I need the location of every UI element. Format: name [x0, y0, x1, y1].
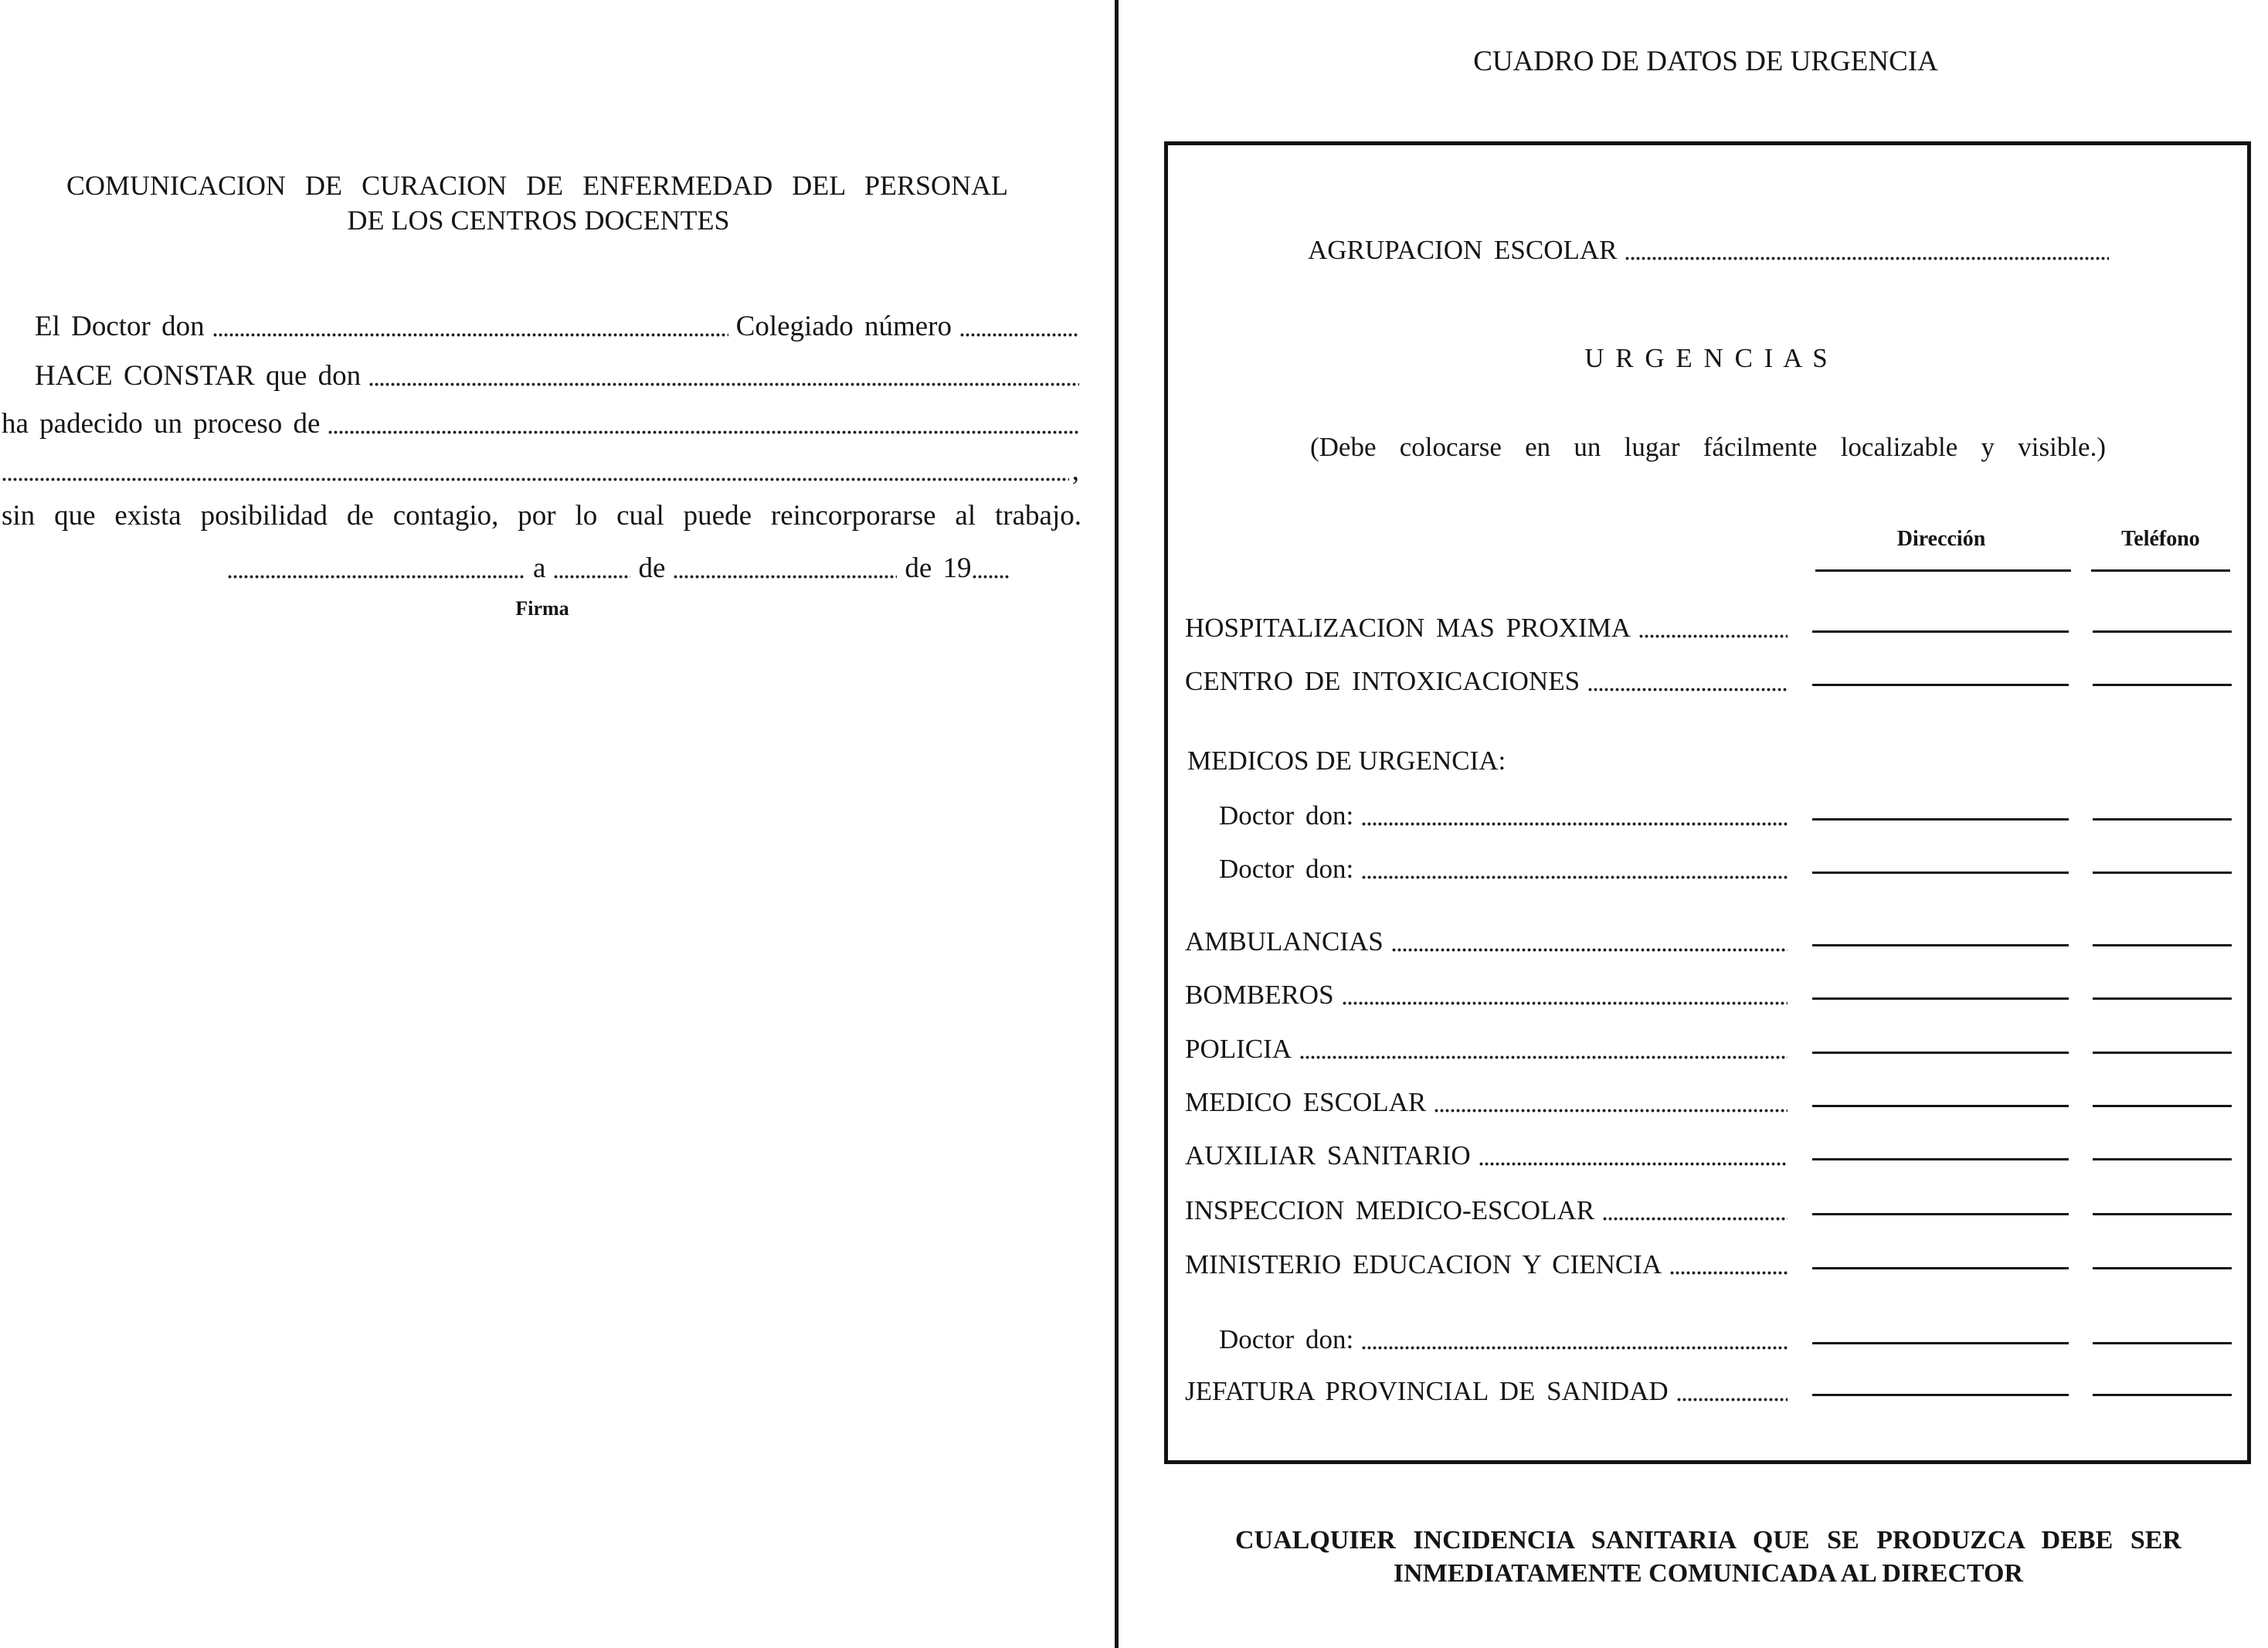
row-label: MINISTERIO EDUCACION Y CIENCIA	[1185, 1249, 1662, 1279]
no-contagion-statement: sin que exista posibilidad de contagio, por lo cual puede reincorporarse al trabajo.	[2, 500, 1081, 532]
medicos-urgencia-heading: MEDICOS DE URGENCIA:	[1187, 746, 1506, 776]
row-label: Doctor don:	[1219, 1324, 1354, 1354]
cure-communication-title-line1: COMUNICACION DE CURACION DE ENFERMEDAD DEL PERSONAL	[66, 170, 1008, 201]
placement-instruction: (Debe colocarse en un lugar fácilmente localizable y visible.)	[1310, 432, 2106, 462]
direccion-blank-line	[1812, 872, 2069, 874]
agrupacion-label: AGRUPACION ESCOLAR	[1308, 235, 1618, 265]
date-a-label: a	[533, 552, 546, 584]
telefono-blank-line	[2093, 818, 2232, 821]
telefono-blank-line	[2093, 1342, 2232, 1344]
row-label-area	[1185, 980, 1788, 1011]
direccion-blank-line	[1812, 684, 2069, 686]
telefono-blank-line	[2093, 944, 2232, 946]
dot-leader	[1479, 1140, 1788, 1171]
agrupacion-blank	[1625, 235, 2109, 266]
row-doctor-3	[1185, 1324, 2232, 1355]
row-bomberos	[1185, 980, 2232, 1011]
day-blank	[553, 552, 630, 586]
row-ministerio-educacion	[1185, 1249, 2232, 1280]
dot-leader	[1638, 613, 1788, 644]
telefono-blank-line	[2093, 1267, 2232, 1269]
page-divider	[1115, 0, 1119, 1648]
dot-leader	[1669, 1249, 1788, 1280]
row-label-area	[1185, 1195, 1788, 1226]
row-label-area	[1185, 666, 1788, 697]
hace-constar-label: HACE CONSTAR que don	[35, 360, 362, 392]
telefono-blank-line	[2093, 1052, 2232, 1054]
illness-blank	[328, 407, 1079, 441]
proceso-line	[2, 407, 1079, 441]
proceso-continuation-line	[2, 454, 1079, 488]
row-inspeccion-medico-escolar	[1185, 1195, 2232, 1226]
direccion-blank-line	[1812, 1394, 2069, 1396]
cure-communication-title-line2: DE LOS CENTROS DOCENTES	[347, 205, 730, 236]
row-label-area	[1185, 1087, 1788, 1118]
row-label: JEFATURA PROVINCIAL DE SANIDAD	[1185, 1376, 1669, 1406]
dot-leader	[1587, 666, 1788, 697]
dot-leader	[1361, 1324, 1788, 1355]
date-line	[227, 552, 1046, 586]
row-jefatura-sanidad	[1185, 1376, 2232, 1407]
telefono-blank-line	[2093, 997, 2232, 1000]
direccion-blank-line	[1812, 818, 2069, 821]
colegiado-label: Colegiado número	[735, 311, 952, 342]
date-de-year-label: de 19	[905, 552, 972, 584]
doctor-label: El Doctor don	[35, 311, 205, 342]
row-label: CENTRO DE INTOXICACIONES	[1185, 666, 1580, 696]
telefono-blank-line	[2093, 1213, 2232, 1215]
dot-leader	[1676, 1376, 1788, 1407]
signature-label: Firma	[515, 597, 569, 620]
footer-notice-line1: CUALQUIER INCIDENCIA SANITARIA QUE SE PRODUZCA DEBE SER	[1235, 1526, 2181, 1555]
row-label-area	[1185, 1324, 1788, 1355]
direccion-blank-line	[1812, 630, 2069, 633]
dot-leader	[1391, 926, 1788, 957]
doctor-line	[35, 310, 1079, 344]
direccion-blank-line	[1812, 1158, 2069, 1160]
row-label: MEDICO ESCOLAR	[1185, 1087, 1427, 1117]
date-de-month-label: de	[638, 552, 666, 584]
row-centro-intoxicaciones	[1185, 666, 2232, 697]
doctor-name-blank	[212, 310, 728, 344]
row-ambulancias	[1185, 926, 2232, 957]
direccion-column-header: Dirección	[1896, 527, 1986, 551]
telefono-blank-line	[2093, 630, 2232, 633]
continuation-comma: ,	[1071, 455, 1079, 487]
dot-leader	[1361, 800, 1788, 831]
row-hospitalizacion	[1185, 613, 2232, 644]
direccion-header-underline	[1815, 569, 2071, 572]
row-label-area	[1185, 800, 1788, 831]
row-label-area	[1185, 613, 1788, 644]
colegiado-number-blank	[959, 310, 1079, 344]
row-label: INSPECCION MEDICO-ESCOLAR	[1185, 1195, 1595, 1225]
direccion-blank-line	[1812, 997, 2069, 1000]
year-blank	[972, 552, 1010, 586]
row-label-area	[1185, 1140, 1788, 1171]
place-blank	[227, 552, 525, 586]
telefono-blank-line	[2093, 1105, 2232, 1107]
row-label-area	[1185, 1249, 1788, 1280]
telefono-blank-line	[2093, 684, 2232, 686]
row-label-area	[1185, 1376, 1788, 1407]
direccion-blank-line	[1812, 1052, 2069, 1054]
direccion-blank-line	[1812, 1213, 2069, 1215]
dot-leader	[1602, 1195, 1788, 1226]
row-label: AMBULANCIAS	[1185, 926, 1384, 957]
direccion-blank-line	[1812, 944, 2069, 946]
dot-leader	[1299, 1034, 1788, 1065]
row-policia	[1185, 1034, 2232, 1065]
dot-leader	[1342, 980, 1788, 1011]
row-label: BOMBEROS	[1185, 980, 1334, 1010]
row-label-area	[1185, 854, 1788, 885]
row-medico-escolar	[1185, 1087, 2232, 1118]
direccion-blank-line	[1812, 1342, 2069, 1344]
row-label: AUXILIAR SANITARIO	[1185, 1140, 1471, 1171]
patient-name-blank	[368, 359, 1079, 393]
direccion-blank-line	[1812, 1105, 2069, 1107]
row-auxiliar-sanitario	[1185, 1140, 2232, 1171]
telefono-column-header: Teléfono	[2121, 527, 2200, 551]
month-blank	[673, 552, 897, 586]
telefono-blank-line	[2093, 872, 2232, 874]
row-label-area	[1185, 926, 1788, 957]
row-doctor-1	[1185, 800, 2232, 831]
telefono-blank-line	[2093, 1158, 2232, 1160]
agrupacion-line	[1308, 235, 2109, 266]
hace-constar-line	[35, 359, 1079, 393]
row-label: HOSPITALIZACION MAS PROXIMA	[1185, 613, 1631, 643]
row-doctor-2	[1185, 854, 2232, 885]
urgencias-heading: U R G E N C I A S	[1584, 343, 1830, 373]
telefono-header-underline	[2091, 569, 2230, 572]
row-label-area	[1185, 1034, 1788, 1065]
row-label: Doctor don:	[1219, 800, 1354, 831]
row-label: Doctor don:	[1219, 854, 1354, 884]
row-label: POLICIA	[1185, 1034, 1292, 1064]
proceso-label: ha padecido un proceso de	[2, 408, 321, 440]
emergency-data-title: CUADRO DE DATOS DE URGENCIA	[1473, 46, 1938, 77]
dot-leader	[1361, 854, 1788, 885]
direccion-blank-line	[1812, 1267, 2069, 1269]
dot-leader	[1434, 1087, 1788, 1118]
illness-continuation-blank	[2, 454, 1069, 488]
footer-notice-line2: INMEDIATAMENTE COMUNICADA AL DIRECTOR	[1393, 1559, 2024, 1588]
telefono-blank-line	[2093, 1394, 2232, 1396]
